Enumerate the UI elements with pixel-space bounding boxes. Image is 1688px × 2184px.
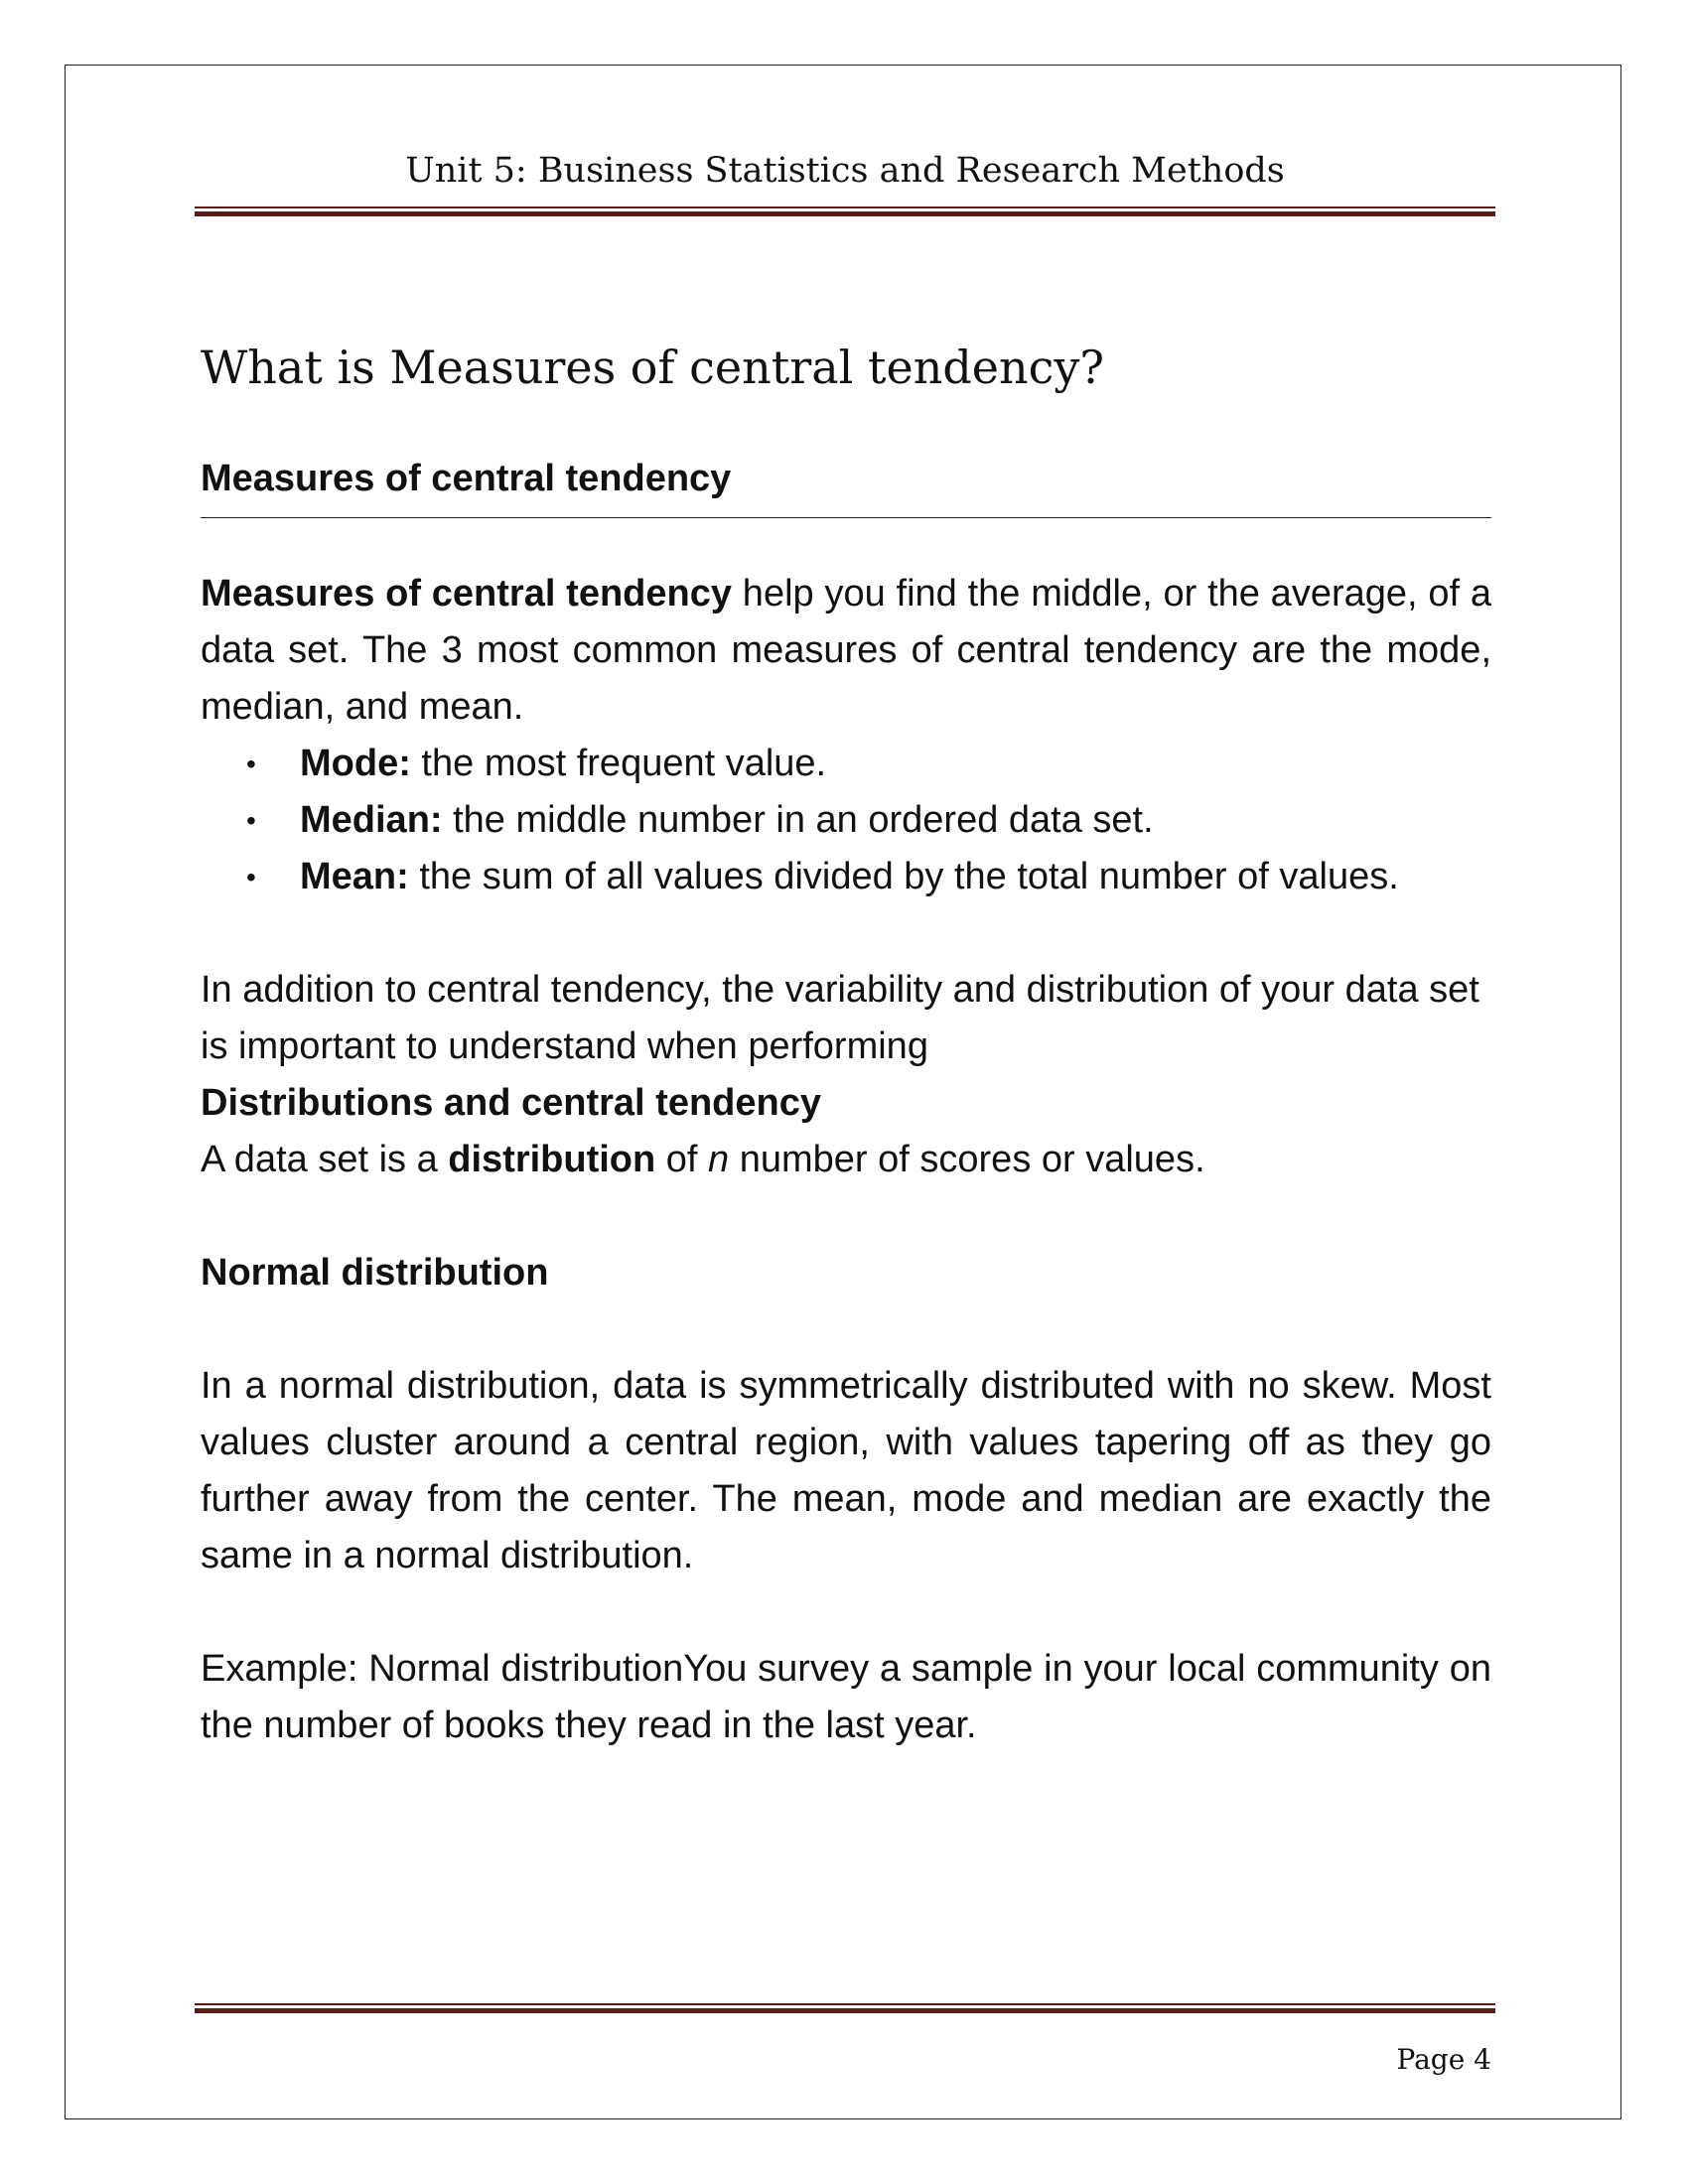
spacer (201, 1301, 1491, 1358)
list-item-text: the middle number in an ordered data set. (442, 799, 1154, 841)
distribution-text-3: number of scores or values. (729, 1139, 1205, 1180)
section-title: What is Measures of central tendency? (201, 341, 1105, 394)
list-item-median (300, 792, 1491, 849)
list-item-mode (300, 736, 1491, 792)
subheading-distributions: Distributions and central tendency (201, 1082, 821, 1124)
spacer (201, 1584, 1491, 1641)
list-item-term: Median: (300, 799, 443, 841)
page-number: Page 4 (1396, 2043, 1491, 2076)
intro-paragraph (201, 566, 1491, 736)
running-header: Unit 5: Business Statistics and Research Methods (405, 151, 1285, 191)
footer-rule-thick (195, 2008, 1495, 2013)
page-body (201, 338, 1491, 1754)
header-rule-thick (195, 211, 1495, 216)
subheading-measures: Measures of central tendency (201, 451, 1491, 518)
normal-paragraph: In a normal distribution, data is symmetrically distributed with no skew. Most values cluster around a central region, with values tapering off as they go further away from the center. The mean, mode and median are exactly the same in a normal distribution. (201, 1365, 1491, 1576)
addition-paragraph: In addition to central tendency, the variability and distribution of your data set is important to understand when performing (201, 969, 1479, 1067)
list-item-text: the most frequent value. (410, 743, 827, 784)
measures-list (201, 736, 1491, 905)
distribution-variable: n (708, 1139, 730, 1180)
list-item-mean (300, 849, 1491, 905)
list-item-term: Mean: (300, 856, 409, 897)
example-paragraph: Example: Normal distributionYou survey a sample in your local community on the number of books they read in the last year. (201, 1648, 1491, 1746)
spacer (201, 905, 1491, 962)
intro-term: Measures of central tendency (201, 573, 733, 614)
subheading-normal: Normal distribution (201, 1252, 549, 1294)
footer-rule-thin (195, 2003, 1495, 2005)
list-item-text: the sum of all values divided by the total number of values. (408, 856, 1399, 897)
header-rule-thin (195, 206, 1495, 208)
distribution-sentence (201, 1132, 1491, 1188)
distribution-text-2: of (655, 1139, 709, 1180)
list-item-term: Mode: (300, 743, 411, 784)
distribution-term: distribution (448, 1139, 656, 1180)
spacer (201, 1188, 1491, 1245)
intro-text: help you find the middle, or the average, of a data set. The 3 most common measures of central tendency are the mode, median, and mean. (201, 573, 1491, 728)
distribution-text-1: A data set is a (201, 1139, 449, 1180)
